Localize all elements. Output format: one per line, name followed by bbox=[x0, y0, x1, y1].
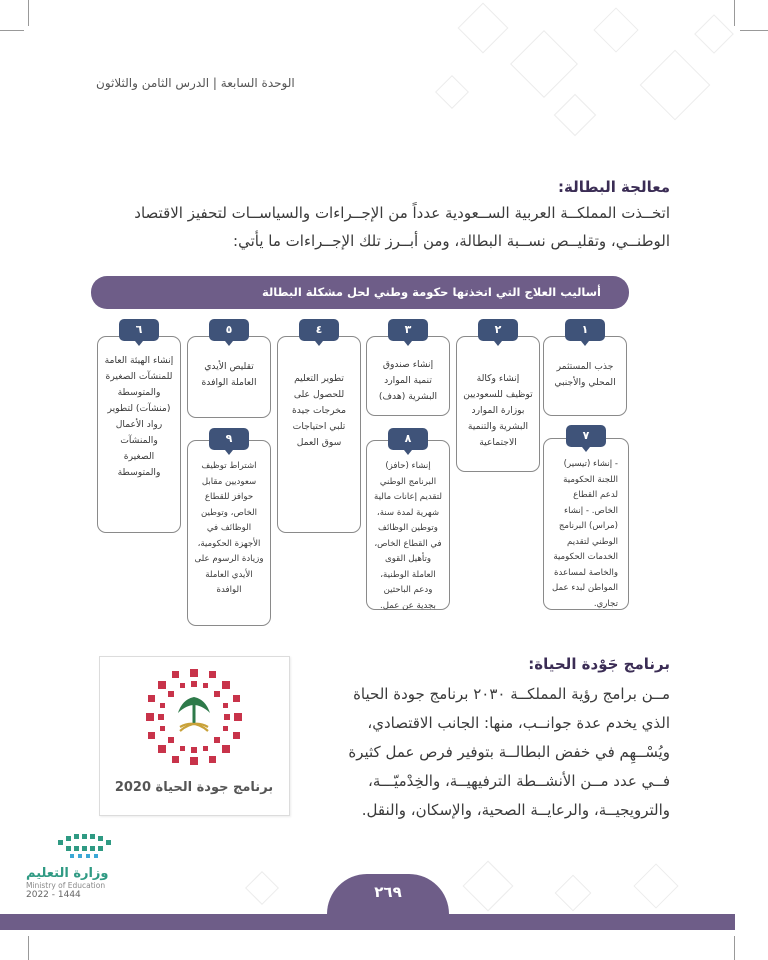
measure-text-3: إنشاء صندوق تنمية الموارد البشرية (هدف) bbox=[378, 359, 438, 402]
ministry-emblem-icon bbox=[56, 832, 126, 862]
running-header bbox=[96, 76, 295, 90]
unit-label: الوحدة السابعة bbox=[220, 76, 295, 90]
measure-text-4: تطوير التعليم للحصول على مخرجات جيدة تلبي احتياجات سوق العمل bbox=[291, 373, 347, 448]
quality-of-life-logo-card bbox=[99, 656, 290, 816]
measure-box-1 bbox=[543, 336, 627, 416]
ministry-name-ar: وزارة التعليم bbox=[26, 866, 109, 881]
qol-line-3: ويُسْــهِم في خفض البطالــة بتوفير فرص عمل كثيرة bbox=[348, 743, 670, 761]
measure-box-7 bbox=[543, 438, 629, 610]
measure-text-2: إنشاء وكالة توظيف للسعوديين بوزارة الموارد البشرية والتنمية الاجتماعية bbox=[463, 373, 533, 448]
header-separator: | bbox=[209, 76, 217, 90]
measure-text-6: إنشاء الهيئة العامة للمنشآت الصغيرة والمتوسطة (منشآت) لتطوير رواد الأعمال والمنشآت الصغيرة والمتوسطة bbox=[104, 355, 174, 478]
measure-text-8: إنشاء (حافز) البرنامج الوطني لتقديم إعانات مالية شهرية لمدة سنة، وتوطين الوظائف في القطاع الخاص، وتأهيل القوى العاملة الوطنية، ودعم الباحثين بجدية عن عمل. bbox=[374, 461, 442, 611]
qol-line-1: مــن برامج رؤية المملكــة ٢٠٣٠ برنامج جودة الحياة bbox=[353, 685, 670, 703]
measure-text-9: اشتراط توظيف سعوديين مقابل حوافز للقطاع الخاص، وتوطين الوظائف في الأجهزة الحكومية، وزيادة الرسوم على الأيدي العاملة الوافدة bbox=[194, 461, 264, 595]
measure-badge-2: ٢ bbox=[478, 319, 518, 341]
page-number: ٢٦٩ bbox=[327, 874, 449, 924]
measure-box-2 bbox=[456, 336, 540, 472]
logo-caption: برنامج جودة الحياة 2020 bbox=[114, 780, 274, 795]
measure-box-9 bbox=[187, 440, 271, 626]
ministry-logo bbox=[26, 832, 146, 900]
measures-banner: أساليب العلاج التي اتخذتها حكومة وطني لحل مشكلة البطالة bbox=[91, 276, 629, 309]
measure-box-4 bbox=[277, 336, 361, 533]
measure-badge-5: ٥ bbox=[209, 319, 249, 341]
unemployment-line-2: الوطنــي، وتقليــص نســبة البطالة، ومن أبــرز تلك الإجــراءات ما يأتي: bbox=[233, 232, 670, 250]
quality-of-life-logo bbox=[100, 657, 289, 815]
measure-box-5 bbox=[187, 336, 271, 418]
measure-badge-6: ٦ bbox=[119, 319, 159, 341]
ministry-name-en: Ministry of Education bbox=[26, 881, 106, 890]
measure-badge-9: ٩ bbox=[209, 428, 249, 450]
measure-text-7: - إنشاء (تيسير) اللجنة الحكومية لدعم القطاع الخاص. - إنشاء (مراس) البرنامج الوطني لتقديم الخدمات الحكومية والخاصة لمساعدة المواطن لبدء عمل تجاري. bbox=[551, 459, 618, 609]
measure-badge-4: ٤ bbox=[299, 319, 339, 341]
qol-line-2: الذي يخدم عدة جوانــب، منها: الجانب الاقتصادي، bbox=[367, 714, 670, 732]
qol-line-5: والترويجيــة، والرعايــة الصحية، والإسكان، والنقل. bbox=[361, 801, 670, 819]
measure-badge-7: ٧ bbox=[566, 425, 606, 447]
measure-box-3 bbox=[366, 336, 450, 416]
measure-text-1: جذب المستثمر المحلي والأجنبي bbox=[554, 361, 616, 388]
measure-box-8 bbox=[366, 440, 450, 610]
unemployment-title: معالجة البطالة: bbox=[557, 178, 670, 196]
measure-badge-1: ١ bbox=[565, 319, 605, 341]
measure-text-5: تقليص الأيدي العاملة الوافدة bbox=[201, 361, 257, 388]
lesson-label: الدرس الثامن والثلاثون bbox=[96, 76, 210, 90]
unemployment-line-1: اتخــذت المملكــة العربية الســعودية عدداً من الإجــراءات والسياســات لتحفيز الاقتصاد bbox=[134, 204, 670, 222]
qol-line-4: فــي عدد مــن الأنشــطة الترفيهيــة، والخِدْميّـــة، bbox=[368, 772, 670, 790]
measure-box-6 bbox=[97, 336, 181, 533]
measure-badge-8: ٨ bbox=[388, 428, 428, 450]
ministry-year: 2022 - 1444 bbox=[26, 890, 81, 900]
quality-of-life-title: برنامج جَوْدة الحياة: bbox=[528, 655, 670, 673]
measure-badge-3: ٣ bbox=[388, 319, 428, 341]
